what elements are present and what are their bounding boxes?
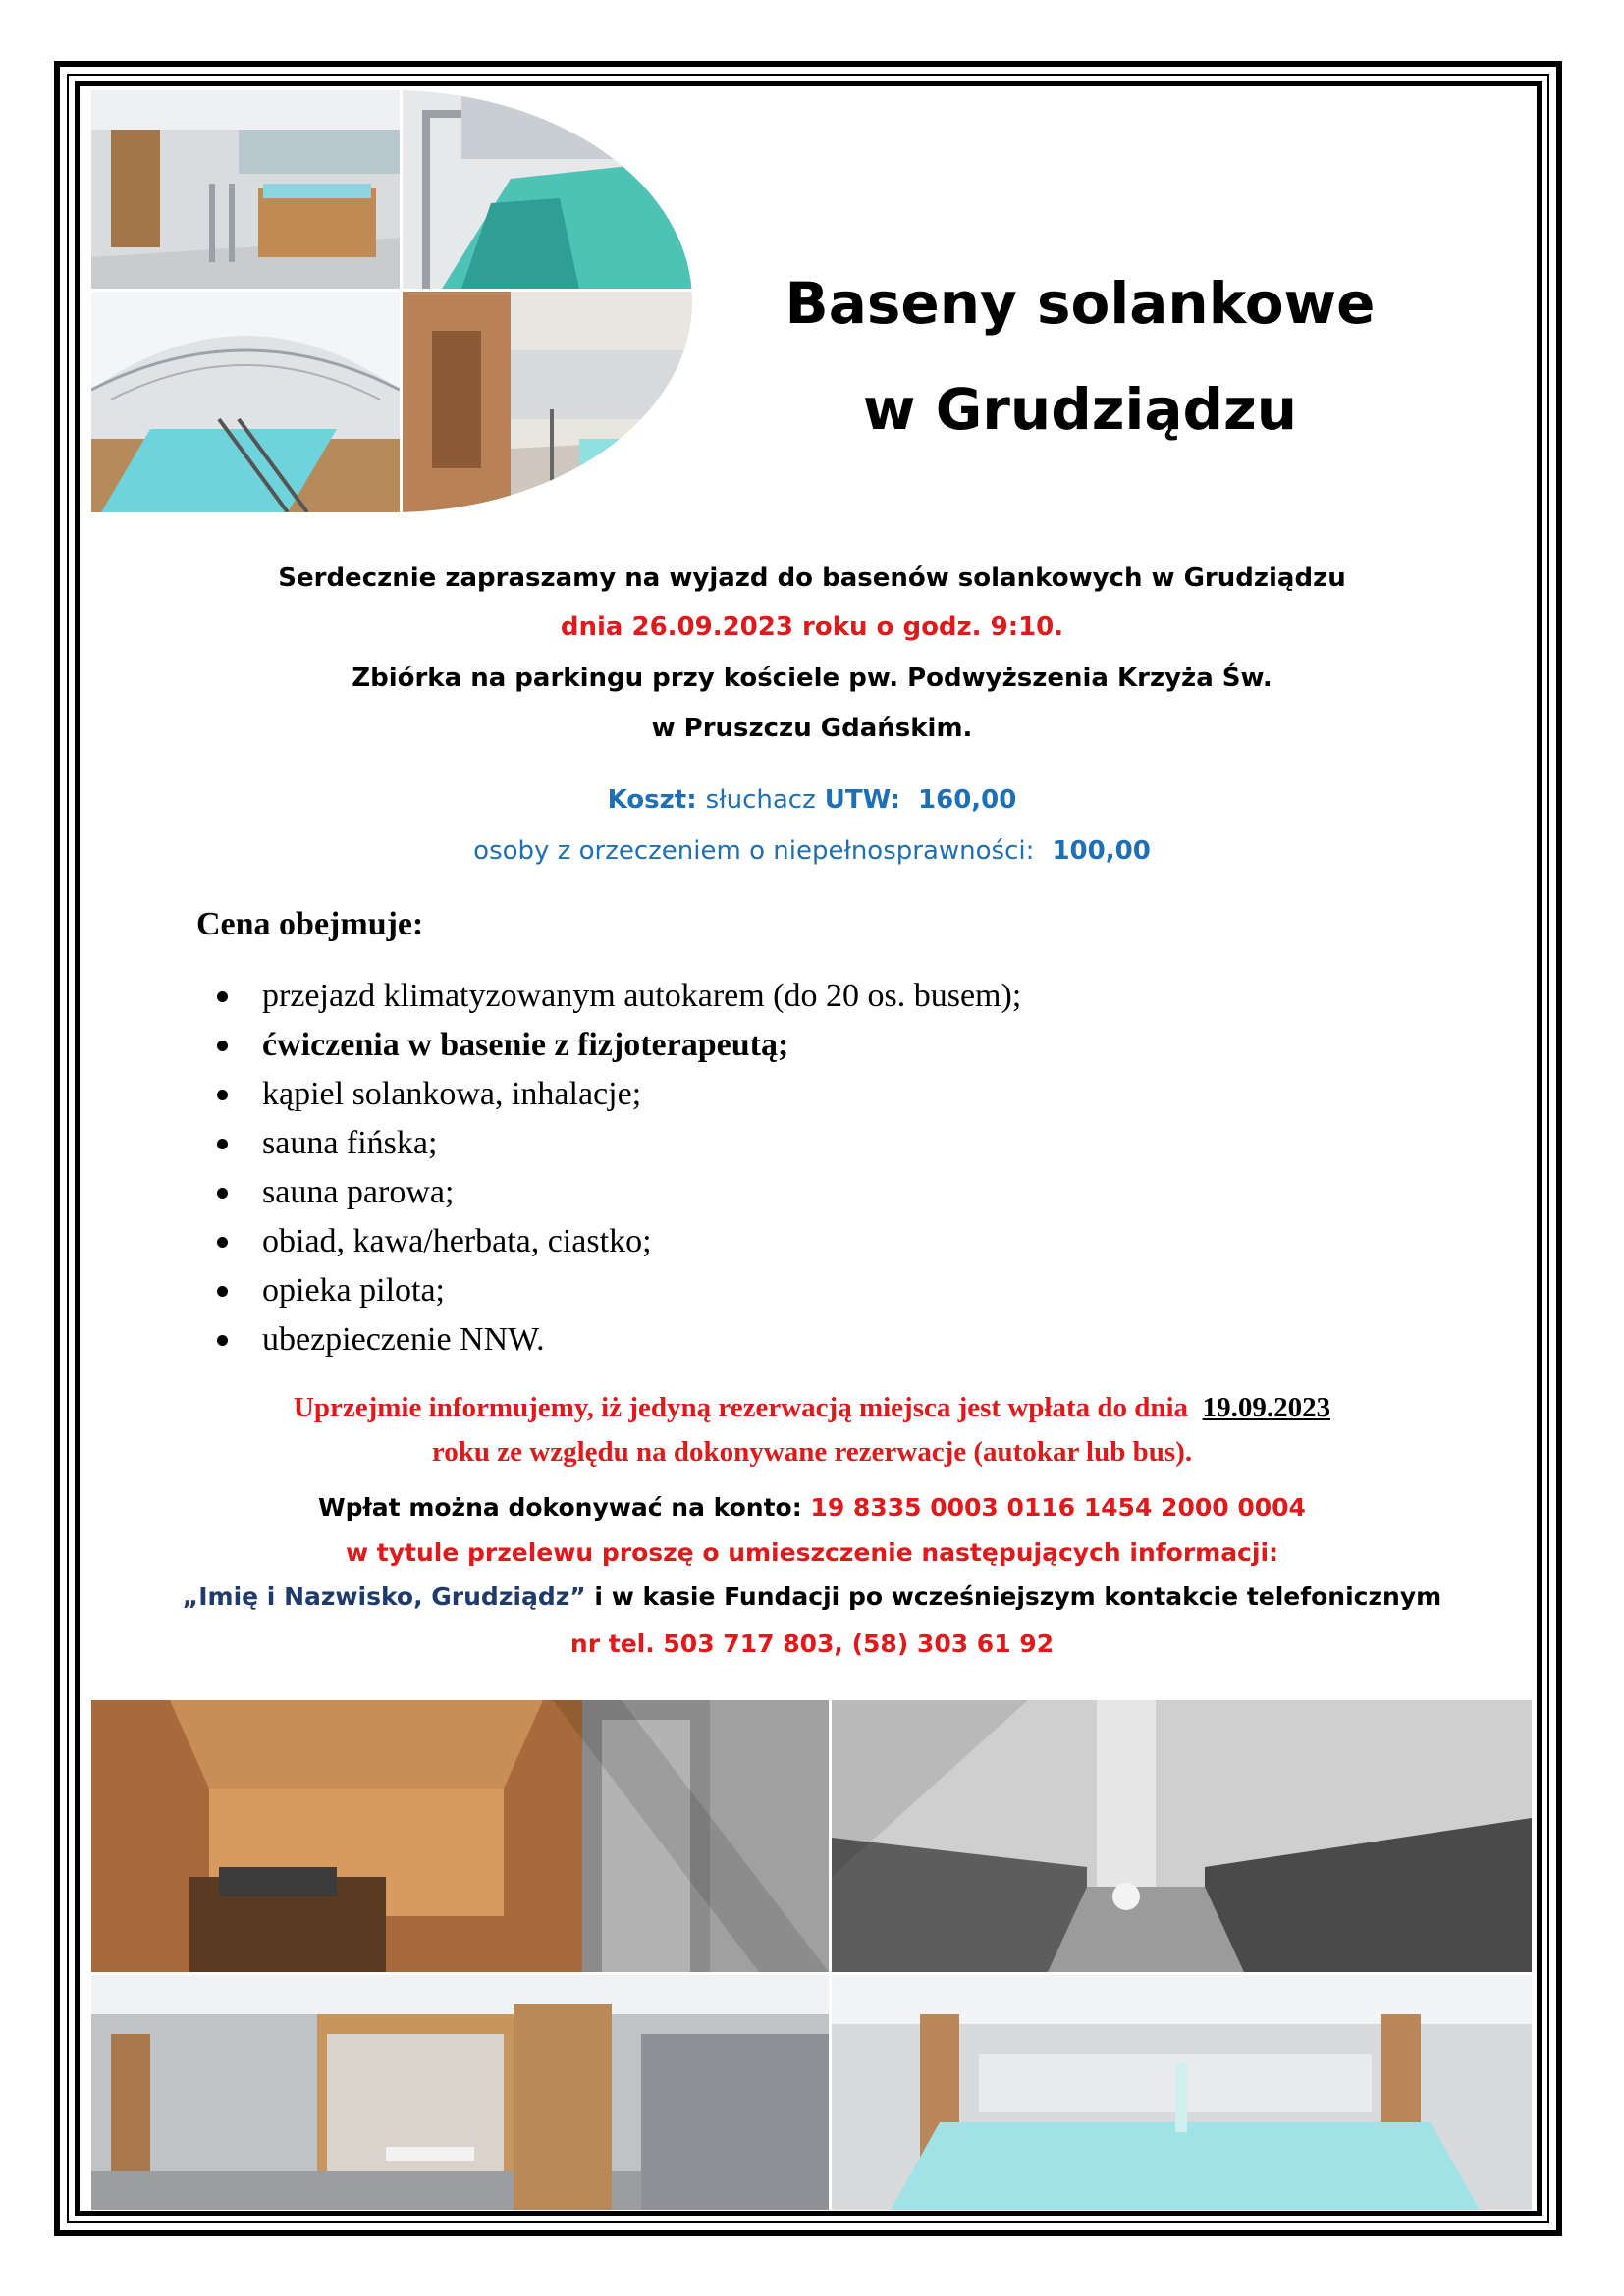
photo-brine-pool	[832, 1975, 1532, 2210]
cost-disabled-price: 100,00	[1052, 836, 1151, 866]
transfer-name-line	[94, 1582, 1530, 1611]
photo-indoor-whirlpool	[91, 90, 400, 289]
bullet-icon	[217, 1237, 228, 1248]
cost-student-line	[94, 785, 1530, 815]
list-item: sauna parowa;	[211, 1168, 1021, 1217]
list-item: sauna fińska;	[211, 1119, 1021, 1168]
phone-numbers: nr tel. 503 717 803, (58) 303 61 92	[569, 1629, 1055, 1658]
list-item: przejazd klimatyzowanym autokarem (do 20 os. busem);	[211, 972, 1021, 1021]
bullet-icon	[217, 1286, 228, 1297]
list-item: kąpiel solankowa, inhalacje;	[211, 1070, 1021, 1119]
trip-date: dnia 26.09.2023 roku o godz. 9:10.	[560, 613, 1064, 642]
meeting-place-2: w Pruszczu Gdańskim.	[651, 714, 973, 743]
photo-sauna-and-pool	[403, 292, 692, 512]
notice-text: Uprzejmie informujemy, iż jedyną rezerwacją miejsca jest wpłata do dnia	[293, 1392, 1189, 1423]
notice-line-2: roku ze względu na dokonywane rezerwacje (autokar lub bus).	[431, 1436, 1193, 1468]
photo-steam-bath	[832, 1700, 1532, 1972]
photo-finnish-sauna	[91, 1700, 829, 1972]
bullet-icon	[217, 1139, 228, 1149]
photo-arched-pool-hall	[91, 292, 400, 512]
bullet-icon	[217, 1335, 228, 1346]
bullet-icon	[217, 991, 228, 1002]
account-number: 19 8335 0003 0116 1454 2000 0004	[810, 1493, 1306, 1522]
photo-pool-with-shower	[403, 90, 692, 289]
cost-student-text: słuchacz	[705, 785, 816, 815]
cost-disabled-line	[94, 836, 1530, 866]
bullet-icon	[217, 1090, 228, 1100]
photo-relax-area	[91, 1975, 829, 2210]
cashier-info: i w kasie Fundacji po wcześniejszym kontakcie telefonicznym	[594, 1582, 1442, 1611]
payment-account-line	[94, 1493, 1530, 1522]
bullet-icon	[217, 1041, 228, 1051]
list-item: opieka pilota;	[211, 1266, 1021, 1315]
invite-text: Serdecznie zapraszamy na wyjazd do basenów solankowych w Grudziądzu	[278, 563, 1346, 593]
bullet-icon	[217, 1188, 228, 1199]
cost-student-bold: UTW:	[824, 785, 900, 815]
includes-heading: Cena obejmuje:	[196, 906, 424, 942]
title-line-2: w Grudziądzu	[862, 376, 1298, 443]
transfer-title-info: w tytule przelewu proszę o umieszczenie następujących informacji:	[345, 1538, 1279, 1567]
transfer-name-field: „Imię i Nazwisko, Grudziądz”	[182, 1582, 586, 1611]
list-item: obiad, kawa/herbata, ciastko;	[211, 1217, 1021, 1266]
cost-disabled-text: osoby z orzeczeniem o niepełnosprawności:	[473, 836, 1035, 866]
account-label: Wpłat można dokonywać na konto:	[318, 1493, 802, 1522]
meeting-place-1: Zbiórka na parkingu przy kościele pw. Podwyższenia Krzyża Św.	[352, 664, 1272, 693]
notice-deadline: 19.09.2023	[1202, 1392, 1331, 1423]
includes-list	[211, 972, 1021, 1364]
cost-student-price: 160,00	[918, 785, 1017, 815]
list-item: ubezpieczenie NNW.	[211, 1315, 1021, 1364]
cost-label: Koszt:	[607, 785, 697, 815]
photo-collage-oval	[91, 90, 692, 512]
title-line-1: Baseny solankowe	[785, 270, 1376, 337]
notice-line-1	[94, 1392, 1530, 1424]
list-item: ćwiczenia w basenie z fizjoterapeutą;	[211, 1021, 1021, 1070]
